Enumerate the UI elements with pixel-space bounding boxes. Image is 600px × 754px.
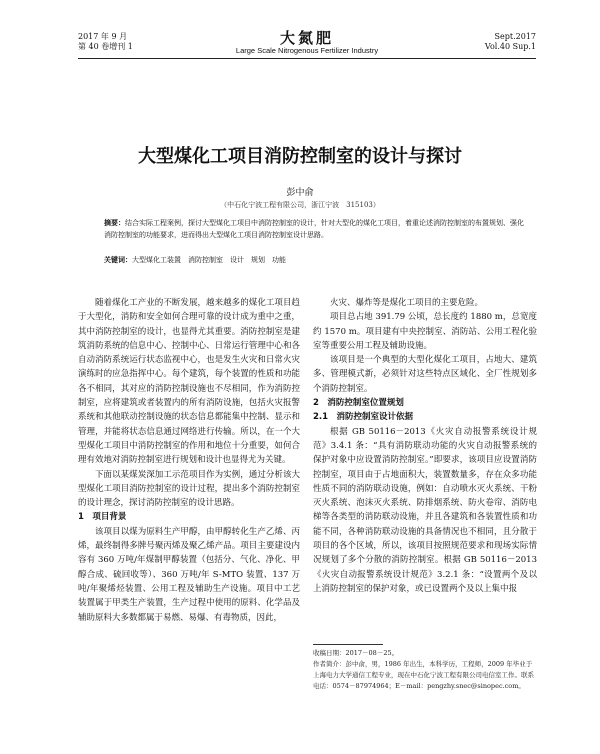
header-date-en: Sept.2017 xyxy=(494,32,536,41)
basis-paragraph: 根据 GB 50116－2013《火灾自动报警系统设计规范》3.4.1 条：“具有消防联动功能的火灾自动报警系统的保护对象中应设置消防控制室。”即要求，该项目应设置消防控制室，项目由于占地面积大，装置数量多，存在众多功能性质不同的消防联动设施，例如：自动喷水灭火系统、干粉灭火系统、泡沫灭火系统、防排烟系统、防火卷帘、消防电梯等各类型的消防联动设施，并且各建筑和各装置性质和功能不同，各种消防联动设施的具备情况也不相同，且分散于项目的各个区域，所以，该项目按照规范要求和现场实际情况规划了多个分散的消防控制室。根据 GB 50116－2013《火灾自动报警系统设计规范》3.2.1 条：“设置两个及以上消防控制室的保护对象，或已设置两个及以上集中报 xyxy=(313,426,537,594)
footnote-rule xyxy=(313,644,383,645)
footnote xyxy=(313,644,537,692)
paper-title: 大型煤化工项目消防控制室的设计与探讨 xyxy=(138,146,462,167)
journal-masthead xyxy=(78,30,536,55)
intro-paragraph-1: 随着煤化工产业的不断发展，越来越多的煤化工项目趋于大型化，消防和安全如何合理可靠的设计成为重中之重，其中消防控制室的设计，也显得尤其重要。消防控制室是建筑消防系统的信息中心、控制中心、日常运行管理中心和各自动消防系统运行状态监视中心，也是发生火灾和日常火灾演练时的应急指挥中心。每个建筑，每个装置的性质和功能各不相同，其对应的消防控制设施也不尽相同，作为消防控制室，应将建筑或者装置内的所有消防设施，包括火灾报警系统和其他联动控制设施的状态信息都能集中控制、显示和管理，并能将状态信息通过网络进行传输。所以，在一个大型煤化工项目中消防控制室的作用和地位十分重要，如何合理有效地对消防控制室进行规划和设计也显得尤为关键。 xyxy=(78,298,300,466)
journal-logo: 大氮肥 xyxy=(279,29,334,47)
header-volume-en: Vol.40 Sup.1 xyxy=(484,42,536,51)
intro-paragraph-2: 下面以某煤炭深加工示范项目作为实例，通过分析该大型煤化工项目消防控制室的设计过程，提出多个消防控制室的设计理念，探讨消防控制室的设计思路。 xyxy=(78,469,300,509)
paper-author: 彭中俞 xyxy=(286,188,314,198)
section-heading-1: 1 项目背景 xyxy=(78,512,127,523)
left-column xyxy=(78,296,300,625)
hazard-paragraph: 火灾、爆炸等是煤化工项目的主要危险。 xyxy=(330,298,484,308)
footnote-author-bio: 作者简介：彭中俞，男，1986 年出生，本科学历，工程师，2009 年毕业于上海电力大学通信工程专业，现在中石化宁波工程有限公司电信室工作。联系电话：0574－87974964；E－mail：pengzhy.snec@sinopec.com。 xyxy=(313,660,534,690)
right-column xyxy=(313,296,537,596)
abstract xyxy=(104,217,524,241)
header-volume-cn: 第 40 卷增刊 1 xyxy=(78,42,133,51)
header-issue-en xyxy=(485,32,536,52)
planning-paragraph: 该项目是一个典型的大型化煤化工项目，占地大、建筑多、管理模式新，必须针对这些特点区域化、全厂性规划多个消防控制室。 xyxy=(313,355,537,394)
abstract-label: 摘要： xyxy=(104,218,125,227)
site-paragraph: 项目总占地 391.79 公顷，总长度约 1880 m，总宽度约 1570 m。项目建有中央控制室、消防站、公用工程化验室等重要公用工程及辅助设施。 xyxy=(313,312,537,351)
keywords xyxy=(104,254,524,266)
section-heading-2-1: 2.1 消防控制室设计依据 xyxy=(313,412,414,423)
header-date-cn: 2017 年 9 月 xyxy=(78,32,128,41)
keywords-label: 关键词： xyxy=(104,255,132,264)
author-affiliation: （中石化宁波工程有限公司，浙江宁波 315103） xyxy=(220,201,380,209)
journal-name-en: Large Scale Nitrogenous Fertilizer Industry xyxy=(235,46,379,55)
footnote-received: 收稿日期：2017－08－25。 xyxy=(313,649,399,657)
header-rule xyxy=(78,58,536,59)
abstract-text: 结合实际工程案例，探讨大型煤化工项目中消防控制室的设计，针对大型化的煤化工项目，着重论述消防控制室的布置规划、强化消防控制室的功能要求，进而得出大型煤化工项目消防控制室设计思路。 xyxy=(104,219,524,239)
journal-header xyxy=(78,30,536,62)
section-heading-2: 2 消防控制室位置规划 xyxy=(313,398,404,409)
background-paragraph: 该项目以煤为原料生产甲醇，由甲醇转化生产乙烯、丙烯，最终制得多牌号聚丙烯及聚乙烯产品。项目主要建设内容有 360 万吨/年煤制甲醇装置（包括分、气化、净化、甲醇合成、硫回收等）、360 万吨/年 S-MTO 装置、137 万吨/年聚烯烃装置、公用工程及辅助生产设施。项目中工艺装置属于甲类生产装置，生产过程中使用的原料、化学品及辅助原料大多数都属于易燃、易爆、有毒物质，因此， xyxy=(78,526,300,623)
keywords-text: 大型煤化工装置 消防控制室 设计 规划 功能 xyxy=(132,256,286,264)
